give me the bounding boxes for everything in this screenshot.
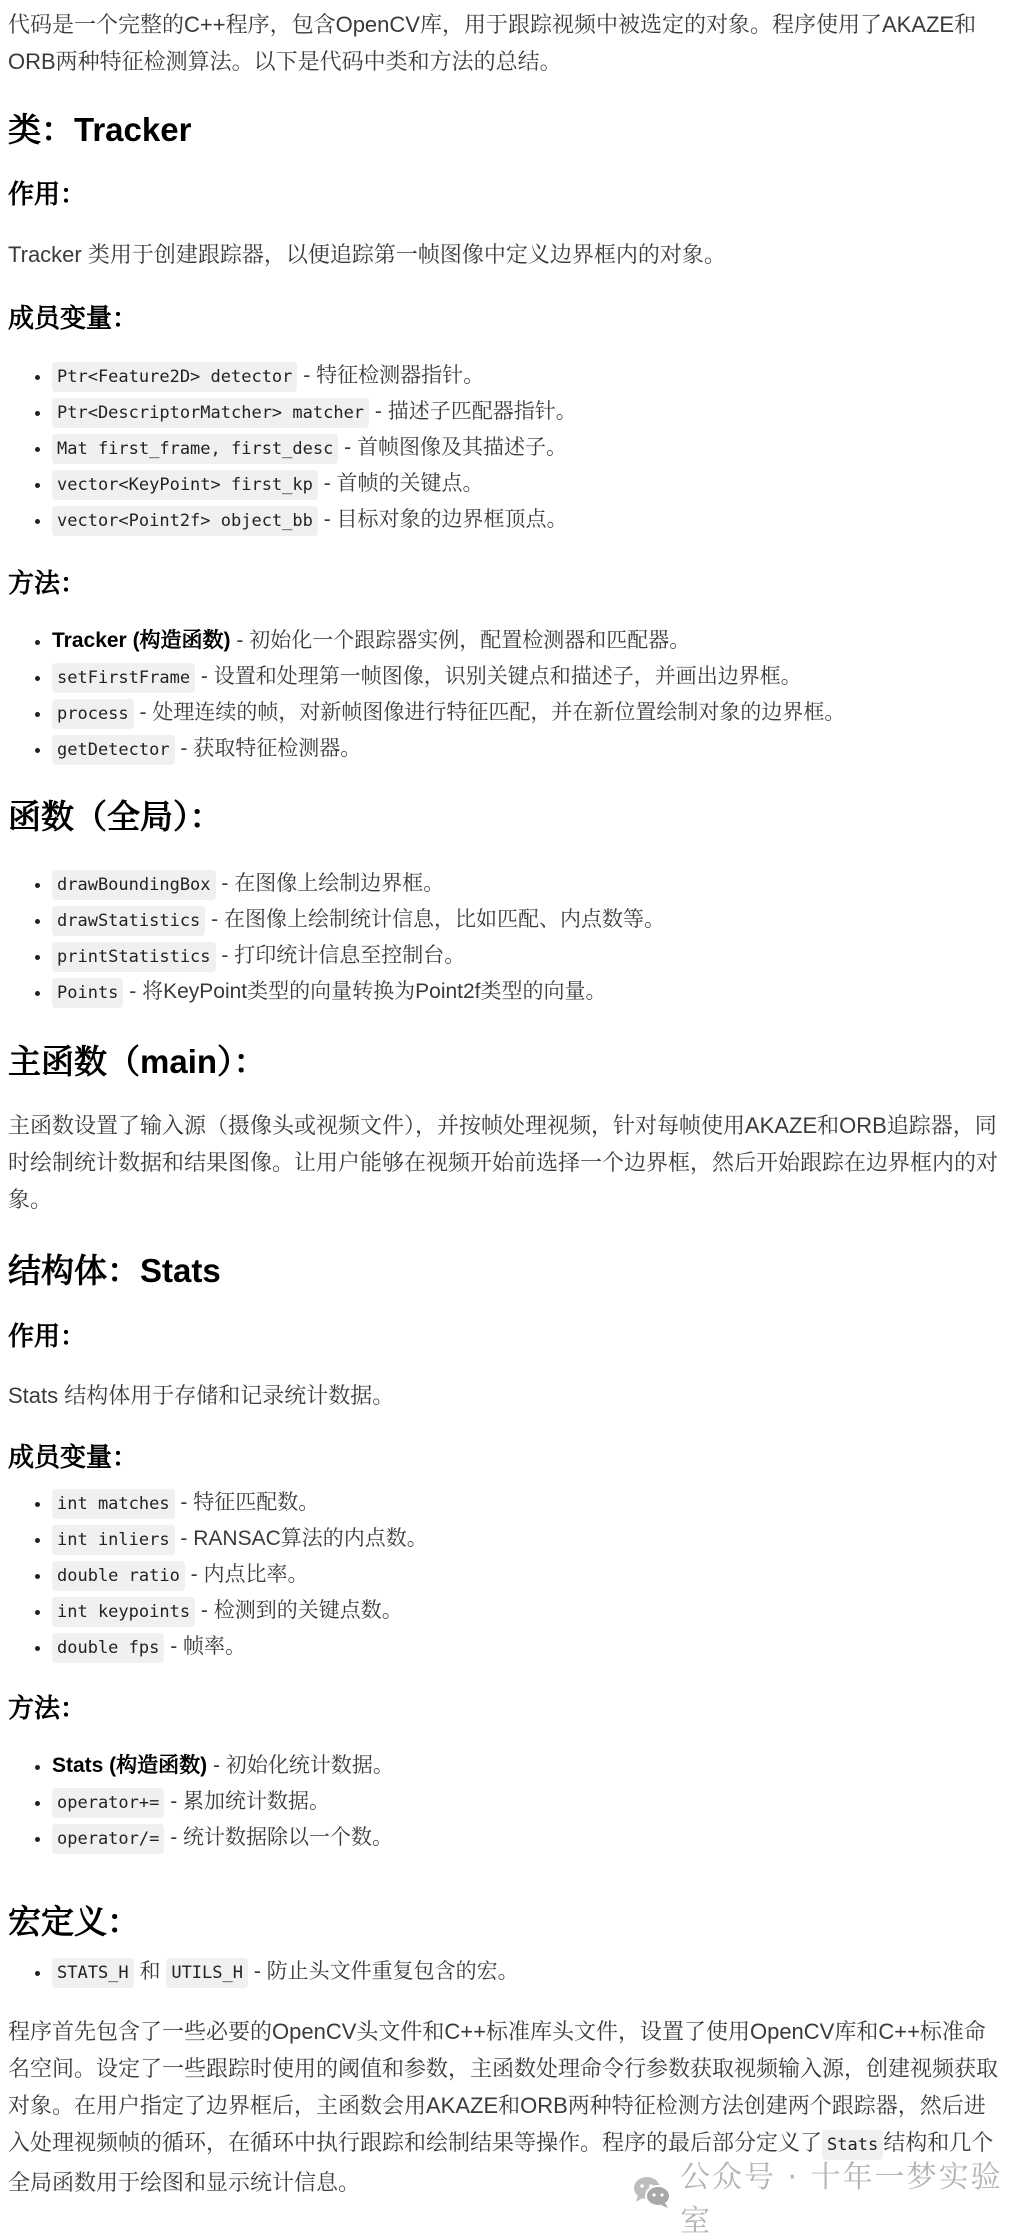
item-description: - 检测到的关键点数。 — [195, 1599, 403, 1622]
list-item — [52, 1521, 428, 1557]
inline-code: int matches — [52, 1489, 175, 1519]
wechat-icon — [632, 2175, 672, 2217]
list-item — [52, 659, 845, 695]
list-item — [52, 1820, 394, 1856]
list-item — [52, 902, 665, 938]
constructor-label: Tracker (构造函数) — [52, 629, 231, 652]
inline-code: int inliers — [52, 1525, 175, 1555]
inline-code: drawBoundingBox — [52, 870, 216, 900]
inline-code: process — [52, 699, 134, 729]
constructor-label: Stats (构造函数) — [52, 1754, 208, 1777]
item-description: - 首帧图像及其描述子。 — [338, 436, 568, 459]
global-functions-heading: 函数（全局）： — [8, 798, 223, 835]
inline-code: Ptr<Feature2D> detector — [52, 362, 297, 392]
list-item — [52, 466, 577, 502]
item-description: - 首帧的关键点。 — [317, 472, 484, 495]
list-item — [52, 974, 665, 1010]
item-description: - 设置和处理第一帧图像，识别关键点和描述子，并画出边界框。 — [195, 665, 802, 688]
item-description: - 特征匹配数。 — [174, 1491, 320, 1514]
joiner-text: 和 — [133, 1960, 167, 1983]
tracker-purpose-heading: 作用： — [8, 179, 87, 209]
list-item — [52, 358, 577, 394]
list-item — [52, 1485, 428, 1521]
inline-code: setFirstFrame — [52, 663, 195, 693]
inline-code: STATS_H — [52, 1958, 134, 1988]
stats-methods-heading: 方法： — [8, 1693, 87, 1723]
item-description: - 初始化一个跟踪器实例，配置检测器和匹配器。 — [230, 629, 691, 652]
inline-code: Mat first_frame, first_desc — [52, 434, 338, 464]
tracker-class-heading: 类：Tracker — [8, 111, 192, 148]
item-description: - 获取特征检测器。 — [174, 737, 362, 760]
stats-methods-list — [8, 1748, 394, 1856]
item-description: - 处理连续的帧，对新帧图像进行特征匹配，并在新位置绘制对象的边界框。 — [133, 701, 846, 724]
global-functions-list — [8, 866, 665, 1010]
list-item — [52, 1784, 394, 1820]
inline-code: operator+= — [52, 1788, 164, 1818]
stats-struct-heading: 结构体：Stats — [8, 1252, 221, 1289]
item-description: - 累加统计数据。 — [164, 1790, 331, 1813]
list-item — [52, 430, 577, 466]
watermark-text: 公众号 · 十年一梦实验室 — [680, 2160, 1003, 2239]
inline-code: int keypoints — [52, 1597, 195, 1627]
list-item — [52, 1593, 428, 1629]
item-description: - 打印统计信息至控制台。 — [215, 944, 466, 967]
inline-code: Points — [52, 978, 123, 1008]
item-description: - 在图像上绘制统计信息，比如匹配、内点数等。 — [205, 908, 665, 931]
macros-heading: 宏定义： — [8, 1903, 140, 1940]
inline-code: Ptr<DescriptorMatcher> matcher — [52, 398, 369, 428]
list-item — [52, 938, 665, 974]
watermark — [632, 2152, 1011, 2240]
inline-code: getDetector — [52, 735, 175, 765]
item-description: - RANSAC算法的内点数。 — [174, 1527, 428, 1550]
tracker-members-list — [8, 358, 577, 538]
list-item — [52, 731, 845, 767]
macros-list — [8, 1954, 519, 1990]
summary-text: 结构和几个全局函数用于绘图和显示统计信息。 — [8, 2130, 994, 2195]
inline-code: printStatistics — [52, 942, 216, 972]
inline-code: drawStatistics — [52, 906, 205, 936]
stats-purpose-heading: 作用： — [8, 1321, 87, 1351]
list-item — [52, 866, 665, 902]
item-description: - 防止头文件重复包含的宏。 — [247, 1960, 519, 1983]
item-description: - 特征检测器指针。 — [297, 364, 485, 387]
item-description: - 内点比率。 — [184, 1563, 309, 1586]
main-function-text: 主函数设置了输入源（摄像头或视频文件），并按帧处理视频，针对每帧使用AKAZE和ORB追踪器，同时绘制统计数据和结果图像。让用户能够在视频开始前选择一个边界框，然后开始跟踪在边界框内的对象。 — [8, 1113, 999, 1212]
list-item — [52, 695, 845, 731]
inline-code: vector<KeyPoint> first_kp — [52, 470, 318, 500]
stats-members-list — [8, 1485, 428, 1665]
item-description: - 初始化统计数据。 — [207, 1754, 394, 1777]
inline-code: UTILS_H — [166, 1958, 248, 1988]
intro-paragraph: 代码是一个完整的C++程序，包含OpenCV库，用于跟踪视频中被选定的对象。程序使用了AKAZE和ORB两种特征检测算法。以下是代码中类和方法的总结。 — [8, 12, 977, 74]
main-function-heading: 主函数（main）： — [8, 1043, 267, 1080]
item-description: - 目标对象的边界框顶点。 — [317, 508, 568, 531]
item-description: - 帧率。 — [164, 1635, 247, 1658]
list-item — [52, 1629, 428, 1665]
item-description: - 在图像上绘制边界框。 — [215, 872, 445, 895]
list-item — [52, 1748, 394, 1784]
inline-code: vector<Point2f> object_bb — [52, 506, 318, 536]
inline-code: double fps — [52, 1633, 164, 1663]
list-item — [52, 394, 577, 430]
summary-text: 程序首先包含了一些必要的OpenCV头文件和C++标准库头文件，设置了使用OpenCV库和C++标准命名空间。设定了一些跟踪时使用的阈值和参数，主函数处理命令行参数获取视频输入源，创建视频获取对象。在用户指定了边界框后，主函数会用AKAZE和ORB两种特征检测方法创建两个跟踪器，然后进入处理视频帧的循环，在循环中执行跟踪和绘制结果等操作。程序的最后部分定义了 — [8, 2019, 999, 2155]
inline-code: double ratio — [52, 1561, 185, 1591]
tracker-purpose-text: Tracker 类用于创建跟踪器，以便追踪第一帧图像中定义边界框内的对象。 — [8, 242, 726, 267]
tracker-methods-list — [8, 623, 845, 767]
item-description: - 描述子匹配器指针。 — [369, 400, 577, 423]
tracker-methods-heading: 方法： — [8, 568, 87, 598]
list-item — [52, 502, 577, 538]
list-item — [52, 623, 845, 659]
inline-code: operator/= — [52, 1824, 164, 1854]
item-description: - 将KeyPoint类型的向量转换为Point2f类型的向量。 — [123, 980, 607, 1003]
list-item — [52, 1557, 428, 1593]
item-description: - 统计数据除以一个数。 — [164, 1826, 394, 1849]
inline-code: Stats — [822, 2130, 883, 2160]
tracker-members-heading: 成员变量： — [8, 303, 139, 333]
stats-purpose-text: Stats 结构体用于存储和记录统计数据。 — [8, 1383, 395, 1408]
stats-members-heading: 成员变量： — [8, 1442, 139, 1472]
list-item — [52, 1954, 519, 1990]
